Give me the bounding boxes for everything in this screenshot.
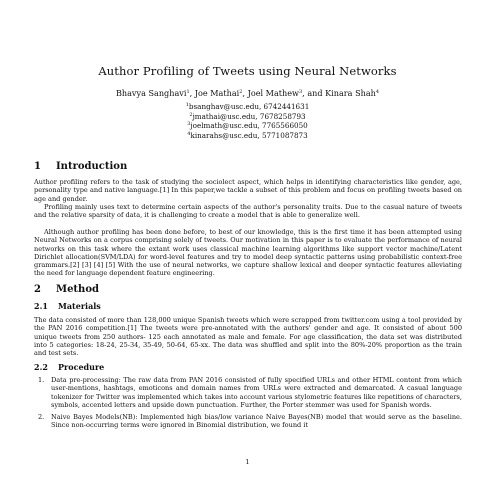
contact-text: kinarahs@usc.edu, 5771087873 [190,130,308,140]
contact-marker: 3 [187,121,191,128]
section-number: 2 [34,284,41,295]
author-contacts [0,102,495,140]
author-separator: , [189,88,195,98]
contact-text: joelmath@usc.edu, 7765566050 [190,121,308,131]
contact-line [0,131,495,141]
intro-paragraph-2: Profiling mainly uses text to determine certain aspects of the author's personality traits. Due to the casual nature of tweets and the relative sparsity of data, it is challenging to create a model that is able to generalize well. [34,203,462,220]
section-number: 1 [34,161,41,172]
procedure-list [34,376,462,430]
author-marker: 3 [298,89,303,95]
subsection-number: 2.2 [34,362,48,372]
author-marker: 2 [239,89,243,95]
subsection-title: Materials [58,301,101,311]
paper-title: Author Profiling of Tweets using Neural Networks [98,64,397,78]
author-list [0,88,495,98]
contact-text: jmathai@usc.edu, 7678258793 [192,111,306,121]
author-name: Kinara Shah [325,88,376,98]
author-name: Joel Mathew [247,88,299,98]
list-item [34,413,462,430]
list-item-number: 2. [38,413,45,422]
intro-paragraph-1: Author profiling refers to the task of studying the sociolect aspect, which helps in identifying characteristics like gender, age, personality type and native language.[1] In this paper,we tackle a subset of this problem and focus on profiling tweets based on age and gender. [34,178,462,203]
section-title: Introduction [56,161,128,172]
contact-text: bsanghav@usc.edu, 6742441631 [188,102,310,111]
section-heading-method [34,284,99,295]
contact-marker: 1 [185,102,189,108]
section-title: Method [56,284,99,295]
author-marker: 4 [375,89,380,95]
intro-paragraph-3: Although author profiling has been done before, to best of our knowledge, this is the first time it has been attempted using Neural Networks on a corpus comprising solely of tweets. Our motivation in this paper is to evaluate the performance of neural networks on this task where the extant work uses classical machine learning algorithms like support vector machine/Latent Dirichlet allocation(SVM/LDA) for word-level features and try to model deep syntactic patterns using probabilistic context-free grammars.[2] [3] [4] [5] With the use of neural networks, we capture shallow lexical and deeper syntactic features alleviating the need for language dependent feature engineering. [34,228,462,278]
subsection-heading-procedure [34,362,104,372]
author-separator: , [242,88,248,98]
author-marker: 1 [186,89,190,95]
contact-line [0,102,495,112]
list-item-text: Naive Bayes Models(NB): Implemented high bias/low variance Naive Bayes(NB) model that would serve as the baseline. Since non-occurring terms were ignored in Binomial distribution, we found it [51,413,462,430]
subsection-title: Procedure [58,362,105,372]
materials-paragraph: The data consisted of more than 128,000 unique Spanish tweets which were scrapped from twitter.com using a tool provided by the PAN 2016 competition.[1] The tweets were pre-annotated with the authors' gender and age. It consisted of about 500 unique tweets from 250 authors- 125 each annotated as male and female. For age classification, the data set was distributed into 5 categories: 18-24, 25-34, 35-49, 50-64, 65-xx. The data was shuffled and split into the 80%-20% proportion as the train and test sets. [34,316,462,358]
author-separator: , and [302,88,326,98]
subsection-heading-materials [34,301,101,311]
list-item-text: Data pre-processing: The raw data from PAN 2016 consisted of fully specified URLs and other HTML content from which user-mentions, hashtags, emoticons and domain names from URLs were extracted and demarcated. A casual language tokenizer for Twitter was implemented which takes into account various stylometric features like repetitions of characters, symbols, accented letters and upside down punctuation. Further, the Porter stemmer was used for Spanish words. [51,376,462,409]
subsection-number: 2.1 [34,301,48,311]
page-number: 1 [245,458,250,466]
author-name: Joe Mathai [194,88,240,98]
list-item [34,376,462,409]
contact-line [0,121,495,131]
author-name: Bhavya Sanghavi [115,88,187,98]
list-item-number: 1. [38,376,45,384]
contact-marker: 4 [187,130,191,137]
contact-marker: 2 [189,111,193,118]
contact-line [0,112,495,122]
section-heading-introduction [34,161,127,172]
